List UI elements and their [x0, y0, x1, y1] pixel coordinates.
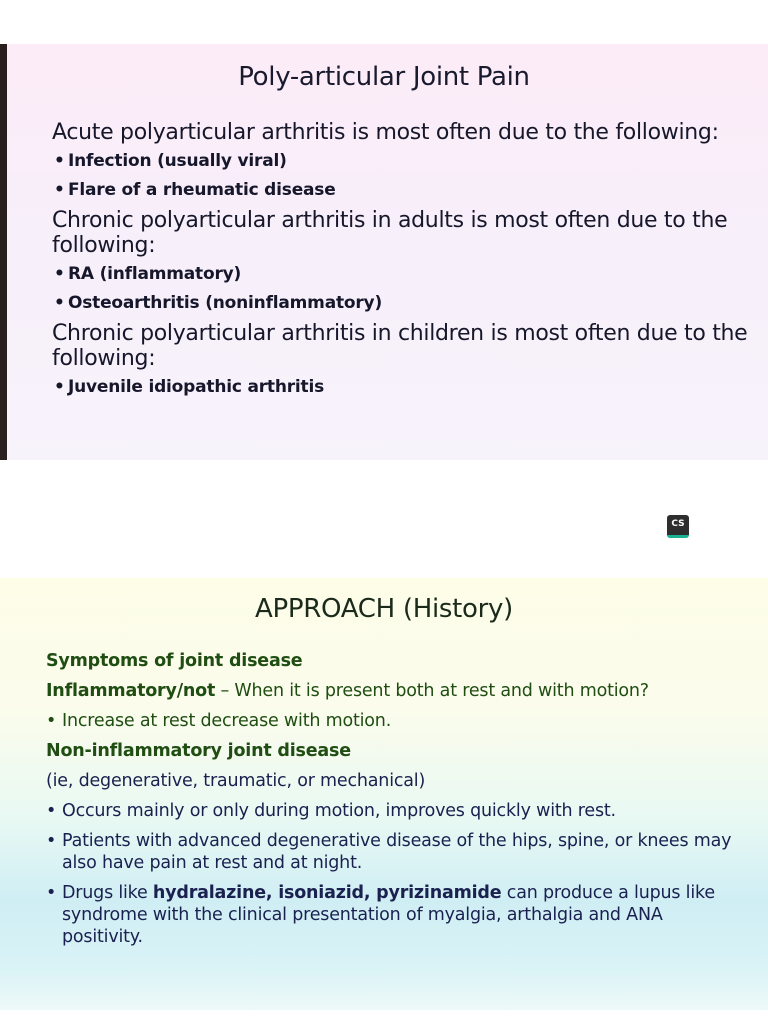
noninflammatory-heading: Non-inflammatory joint disease	[46, 741, 351, 761]
list-item	[52, 292, 752, 314]
list-item	[46, 882, 746, 948]
bullet-icon: •	[54, 180, 65, 200]
bullet-icon: •	[46, 883, 57, 903]
list-item	[52, 376, 752, 398]
list-item-text: Juvenile idiopathic arthritis	[68, 377, 325, 397]
chronic-children-intro: Chronic polyarticular arthritis in children is most often due to the following:	[52, 321, 748, 371]
chronic-children-list	[52, 376, 752, 398]
bullet-icon: •	[54, 293, 65, 313]
inflammatory-label: Inflammatory/not	[46, 681, 216, 701]
bullet-icon: •	[54, 151, 65, 171]
list-item-text: Osteoarthritis (noninflammatory)	[68, 293, 383, 313]
list-item-text: Occurs mainly or only during motion, improves quickly with rest.	[62, 801, 616, 821]
chronic-adults-list	[52, 263, 752, 314]
chronic-adults-intro: Chronic polyarticular arthritis in adults is most often due to the following:	[52, 208, 728, 258]
slide-title: APPROACH (History)	[255, 594, 513, 624]
list-item-text: RA (inflammatory)	[68, 264, 242, 284]
list-item-text: Flare of a rheumatic disease	[68, 180, 336, 200]
list-item	[46, 710, 746, 732]
drugs-prefix: Drugs like	[62, 883, 153, 903]
bullet-icon: •	[54, 264, 65, 284]
list-item-text: Increase at rest decrease with motion.	[62, 711, 392, 731]
noninflammatory-list	[46, 800, 746, 948]
inflammatory-question	[46, 680, 746, 702]
list-item	[52, 263, 752, 285]
bullet-icon: •	[46, 831, 57, 851]
acute-list	[52, 150, 752, 201]
slide-title: Poly-articular Joint Pain	[238, 62, 530, 92]
inflammatory-list	[46, 710, 746, 732]
bullet-icon: •	[54, 377, 65, 397]
list-item	[46, 830, 746, 874]
list-item-text: Infection (usually viral)	[68, 151, 287, 171]
symptoms-heading: Symptoms of joint disease	[46, 651, 303, 671]
list-item-text: Patients with advanced degenerative disease of the hips, spine, or knees may also have pain at rest and at night.	[62, 831, 732, 873]
slide-approach-history	[0, 578, 768, 1010]
slide-body	[52, 120, 752, 405]
drugs-suffix: can produce a lupus like syndrome with the clinical presentation of myalgia, arthalgia and ANA positivity.	[62, 883, 715, 947]
noninflammatory-subtitle: (ie, degenerative, traumatic, or mechanical)	[46, 771, 426, 791]
inflammatory-question-text: – When it is present both at rest and with motion?	[215, 681, 649, 701]
slide-body	[46, 650, 746, 956]
drugs-names: hydralazine, isoniazid, pyrizinamide	[152, 883, 502, 903]
list-item	[52, 179, 752, 201]
dark-scan-edge	[0, 44, 7, 460]
acute-intro: Acute polyarticular arthritis is most often due to the following:	[52, 120, 719, 145]
slide-polyarticular-joint-pain	[0, 44, 768, 460]
bullet-icon: •	[46, 711, 57, 731]
bullet-icon: •	[46, 801, 57, 821]
list-item	[46, 800, 746, 822]
camscanner-logo-icon: CS	[667, 515, 689, 538]
list-item	[52, 150, 752, 172]
